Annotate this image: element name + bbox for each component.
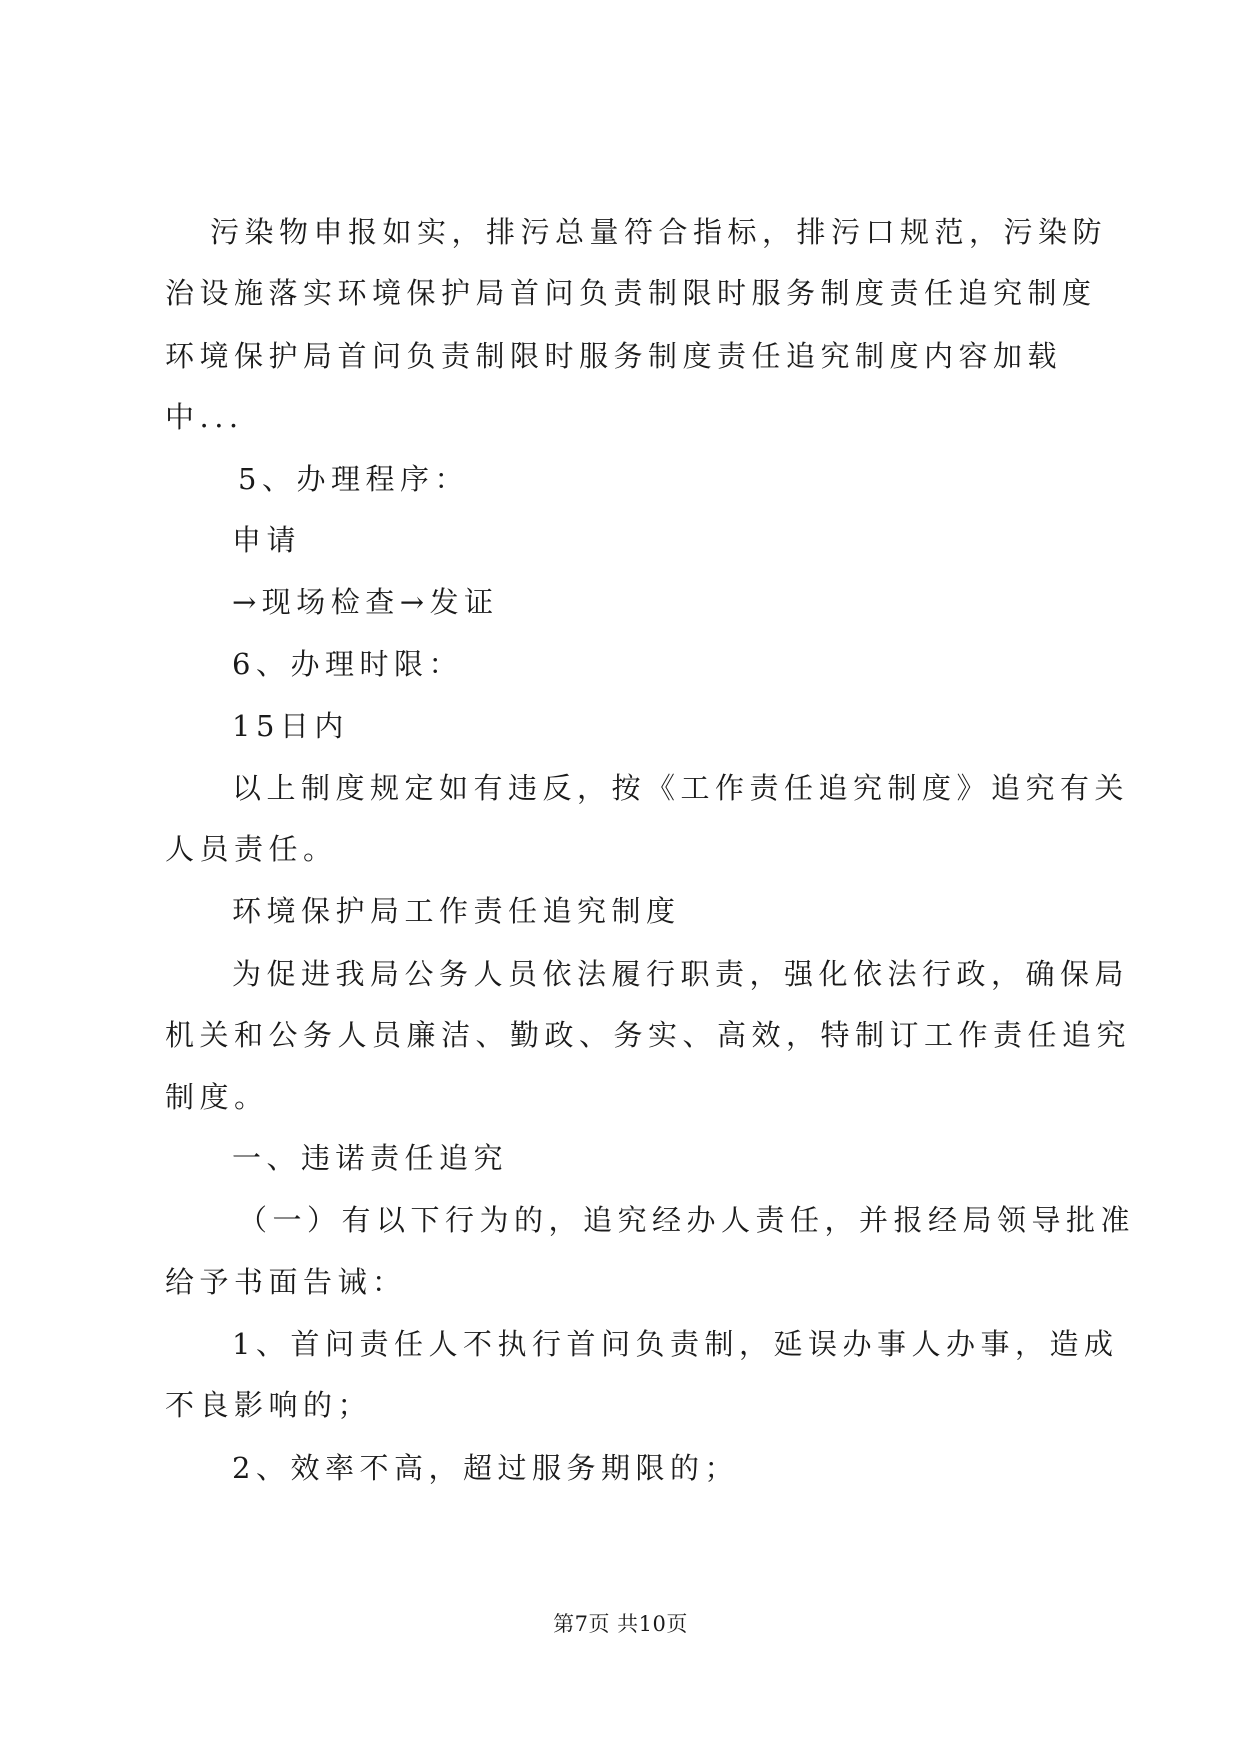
text-line: 1、首问责任人不执行首问负责制，延误办事人办事，造成 (232, 1327, 1119, 1361)
text-line: 污染物申报如实，排污总量符合指标，排污口规范，污染防 (210, 215, 1108, 249)
text-line: 环境保护局首问负责制限时服务制度责任追究制度内容加载 (165, 339, 1063, 373)
text-line: 为促进我局公务人员依法履行职责，强化依法行政，确保局 (232, 957, 1130, 991)
text-line: 机关和公务人员廉洁、勤政、务实、高效，特制订工作责任追究 (165, 1018, 1132, 1052)
section-heading: 6、办理时限： (232, 647, 463, 681)
text-line: 以上制度规定如有违反，按《工作责任追究制度》追究有关 (232, 771, 1130, 805)
section-heading: 一、违诺责任追究 (232, 1141, 509, 1175)
text-line: 2、效率不高，超过服务期限的； (232, 1451, 739, 1485)
text-line: 治设施落实环境保护局首问负责制限时服务制度责任追究制度 (165, 276, 1097, 310)
text-line: 制度。 (165, 1080, 269, 1114)
page-number-footer: 第7页 共10页 (553, 1612, 688, 1636)
document-title: 环境保护局工作责任追究制度 (232, 894, 681, 928)
text-line: 申请 (232, 523, 302, 557)
text-line: 中... (165, 400, 244, 434)
text-line: 15日内 (232, 709, 349, 743)
text-line: 给予书面告诫： (165, 1265, 407, 1299)
text-line: →现场检查→发证 (232, 585, 499, 619)
text-line: 人员责任。 (165, 832, 338, 866)
text-line: （一）有以下行为的，追究经办人责任，并报经局领导批准 (238, 1203, 1136, 1237)
section-heading: 5、办理程序： (238, 462, 469, 496)
text-line: 不良影响的； (165, 1388, 373, 1422)
